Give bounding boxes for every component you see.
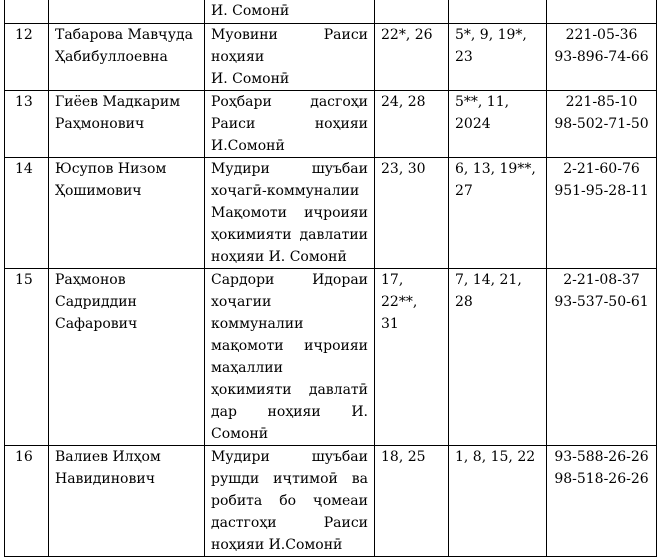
dates1-cell bbox=[375, 91, 449, 158]
position-cell bbox=[205, 446, 375, 557]
name-cell bbox=[49, 91, 205, 158]
position-cell-line: ноҳияи И.Сомонӣ bbox=[211, 537, 343, 553]
position-cell-line: робита бо ҷомеаи bbox=[211, 493, 368, 509]
dates2-cell-line: 5**, 11, 2024 bbox=[455, 94, 510, 132]
name-cell bbox=[49, 24, 205, 91]
phone-cell-line: 98-502-71-50 bbox=[554, 116, 649, 132]
num-cell: 12 bbox=[5, 24, 49, 91]
name-cell-line: Садриддин bbox=[55, 294, 137, 310]
phone-cell bbox=[547, 0, 657, 24]
name-cell bbox=[49, 158, 205, 269]
phone-cell-line: 93-588-26-26 bbox=[554, 449, 649, 465]
position-cell-line: дар ноҳияи И. bbox=[211, 404, 368, 420]
dates2-cell bbox=[449, 269, 547, 446]
num-cell: 16 bbox=[5, 446, 49, 557]
dates2-cell-line: 27 bbox=[455, 183, 473, 199]
position-cell-line: Раиси ноҳияи bbox=[211, 116, 368, 132]
phone-cell-line: 221-05-36 bbox=[565, 27, 638, 43]
position-cell-line: хоҷагӣ-коммуналии bbox=[211, 183, 360, 199]
phone-cell-line: 93-537-50-61 bbox=[554, 294, 649, 310]
dates2-cell-line: 1, 8, 15, 22 bbox=[455, 449, 536, 465]
position-cell bbox=[205, 91, 375, 158]
dates1-cell bbox=[375, 24, 449, 91]
name-cell-line: Раҳмонович bbox=[55, 116, 145, 132]
dates1-cell bbox=[375, 446, 449, 557]
num-cell: 13 bbox=[5, 91, 49, 158]
phone-cell-line: 2-21-08-37 bbox=[563, 272, 640, 288]
num-cell bbox=[5, 0, 49, 24]
position-cell bbox=[205, 0, 375, 24]
name-cell-line: Навидинович bbox=[55, 471, 155, 487]
phone-cell bbox=[547, 446, 657, 557]
table-row bbox=[5, 158, 657, 269]
position-cell bbox=[205, 158, 375, 269]
dates1-cell bbox=[375, 0, 449, 24]
position-cell-line: Мақомоти иҷроияи bbox=[211, 205, 368, 221]
phone-cell bbox=[547, 269, 657, 446]
phone-cell-line: 951-95-28-11 bbox=[554, 183, 649, 199]
name-cell bbox=[49, 446, 205, 557]
dates1-cell-line: 17, 22**, bbox=[381, 272, 418, 310]
dates2-cell bbox=[449, 158, 547, 269]
position-cell-line: рушди иҷтимоӣ ва bbox=[211, 471, 368, 487]
position-cell-line: ҳокимияти давлатӣ bbox=[211, 382, 368, 398]
dates1-cell-line: 24, 28 bbox=[381, 94, 426, 110]
name-cell-line: Сафарович bbox=[55, 316, 138, 332]
dates2-cell-line: 7, 14, 21, 28 bbox=[455, 272, 522, 310]
name-cell-line: Раҳмонов bbox=[55, 272, 126, 288]
dates2-cell-line: 6, 13, 19**, bbox=[455, 161, 536, 177]
dates1-cell bbox=[375, 158, 449, 269]
position-cell-line: Роҳбари дасгоҳи bbox=[211, 94, 368, 110]
table-row bbox=[5, 446, 657, 557]
phone-cell bbox=[547, 158, 657, 269]
phone-cell-line: 98-518-26-26 bbox=[554, 471, 649, 487]
position-cell bbox=[205, 24, 375, 91]
dates2-cell bbox=[449, 24, 547, 91]
table-row bbox=[5, 91, 657, 158]
name-cell-line: Гиёев Мадкарим bbox=[55, 94, 181, 110]
position-cell-line: Муовини Раиси bbox=[211, 27, 368, 43]
position-cell-line: И. Сомонӣ bbox=[211, 71, 290, 87]
name-cell-line: Табарова Мавҷуда bbox=[55, 27, 193, 43]
dates1-cell-line: 23, 30 bbox=[381, 161, 426, 177]
table-row bbox=[5, 269, 657, 446]
phone-cell bbox=[547, 91, 657, 158]
dates1-cell-line: 31 bbox=[381, 316, 399, 332]
name-cell-line: Ҳабибуллоевна bbox=[55, 49, 168, 65]
dates2-cell-line: 5*, 9, 19*, 23 bbox=[455, 27, 527, 65]
position-cell-line: Сардори Идораи bbox=[211, 272, 368, 288]
position-cell-line: мақомоти иҷроияи bbox=[211, 338, 368, 354]
name-cell-line: Ҳошимович bbox=[55, 183, 142, 199]
table-row bbox=[5, 24, 657, 91]
name-cell bbox=[49, 0, 205, 24]
position-cell-line: Мудири шуъбаи bbox=[211, 449, 368, 465]
dates2-cell bbox=[449, 446, 547, 557]
name-cell-line: Валиев Илҳом bbox=[55, 449, 161, 465]
position-cell-line: ноҳияи bbox=[211, 49, 265, 65]
phone-cell-line: 2-21-60-76 bbox=[563, 161, 640, 177]
num-cell: 15 bbox=[5, 269, 49, 446]
name-cell-line: Юсупов Низом bbox=[55, 161, 167, 177]
position-cell-line: Мудири шуъбаи bbox=[211, 161, 368, 177]
position-cell-line: Сомонӣ bbox=[211, 426, 269, 442]
num-cell: 14 bbox=[5, 158, 49, 269]
phone-cell bbox=[547, 24, 657, 91]
table-row-continued bbox=[5, 0, 657, 24]
schedule-table bbox=[4, 0, 657, 557]
position-fragment: И. Сомонӣ bbox=[211, 3, 290, 19]
table-body bbox=[5, 0, 657, 557]
position-cell-line: ҳокимияти давлатии bbox=[211, 227, 368, 243]
dates2-cell bbox=[449, 91, 547, 158]
position-cell-line: маҳаллии bbox=[211, 360, 283, 376]
dates1-cell-line: 18, 25 bbox=[381, 449, 426, 465]
phone-cell-line: 221-85-10 bbox=[565, 94, 638, 110]
position-cell-line: хоҷагии коммуналии bbox=[211, 294, 304, 332]
dates1-cell-line: 22*, 26 bbox=[381, 27, 433, 43]
position-cell-line: дастгоҳи Раиси bbox=[211, 515, 368, 531]
name-cell bbox=[49, 269, 205, 446]
dates2-cell bbox=[449, 0, 547, 24]
phone-cell-line: 93-896-74-66 bbox=[554, 49, 649, 65]
dates1-cell bbox=[375, 269, 449, 446]
position-cell-line: И.Сомонӣ bbox=[211, 138, 285, 154]
position-cell bbox=[205, 269, 375, 446]
position-cell-line: ноҳияи И. Сомонӣ bbox=[211, 249, 347, 265]
